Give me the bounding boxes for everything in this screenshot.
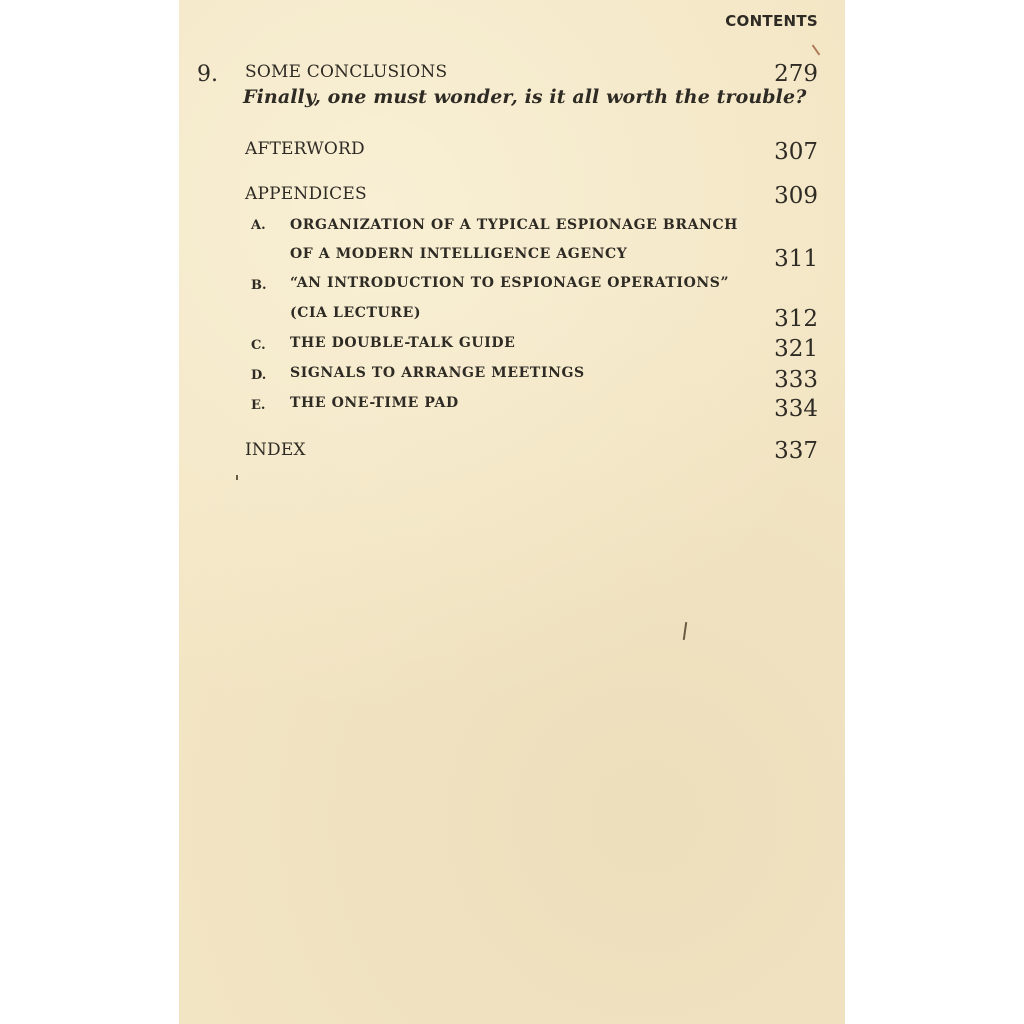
- chapter-number: 9.: [197, 62, 218, 87]
- appendix-title-line: SIGNALS TO ARRANGE MEETINGS: [290, 365, 585, 381]
- appendix-page-number: 321: [774, 336, 818, 362]
- index-page-number: 337: [774, 438, 818, 464]
- appendix-page-number: 311: [774, 246, 818, 272]
- appendix-letter: A.: [251, 218, 266, 233]
- chapter-epigraph: Finally, one must wonder, is it all worth the trouble?: [243, 86, 807, 108]
- paper-speck: [683, 622, 687, 640]
- appendix-letter: D.: [251, 368, 267, 383]
- book-page: [179, 0, 845, 1024]
- index-title: INDEX: [245, 440, 306, 460]
- appendices-title: APPENDICES: [245, 184, 367, 204]
- appendix-letter: B.: [251, 278, 267, 293]
- appendices-page-number: 309: [774, 183, 818, 209]
- running-head: CONTENTS: [725, 12, 818, 30]
- appendix-title-line: (CIA LECTURE): [290, 305, 422, 321]
- chapter-title: SOME CONCLUSIONS: [245, 62, 448, 82]
- appendix-title-line: THE ONE-TIME PAD: [290, 395, 459, 411]
- appendix-page-number: 312: [774, 306, 818, 332]
- appendix-letter: C.: [251, 338, 266, 353]
- chapter-page-number: 279: [774, 61, 818, 87]
- appendix-title-line: OF A MODERN INTELLIGENCE AGENCY: [290, 246, 628, 262]
- appendix-title-line: ORGANIZATION OF A TYPICAL ESPIONAGE BRANCH: [290, 217, 739, 233]
- paper-speck: [236, 475, 238, 480]
- afterword-title: AFTERWORD: [245, 139, 365, 159]
- appendix-title-line: “AN INTRODUCTION TO ESPIONAGE OPERATIONS”: [290, 275, 730, 291]
- afterword-page-number: 307: [774, 139, 818, 165]
- paper-speck: [812, 45, 821, 56]
- appendix-page-number: 333: [774, 367, 818, 393]
- appendix-title-line: THE DOUBLE-TALK GUIDE: [290, 335, 516, 351]
- appendix-letter: E.: [251, 398, 266, 413]
- appendix-page-number: 334: [774, 396, 818, 422]
